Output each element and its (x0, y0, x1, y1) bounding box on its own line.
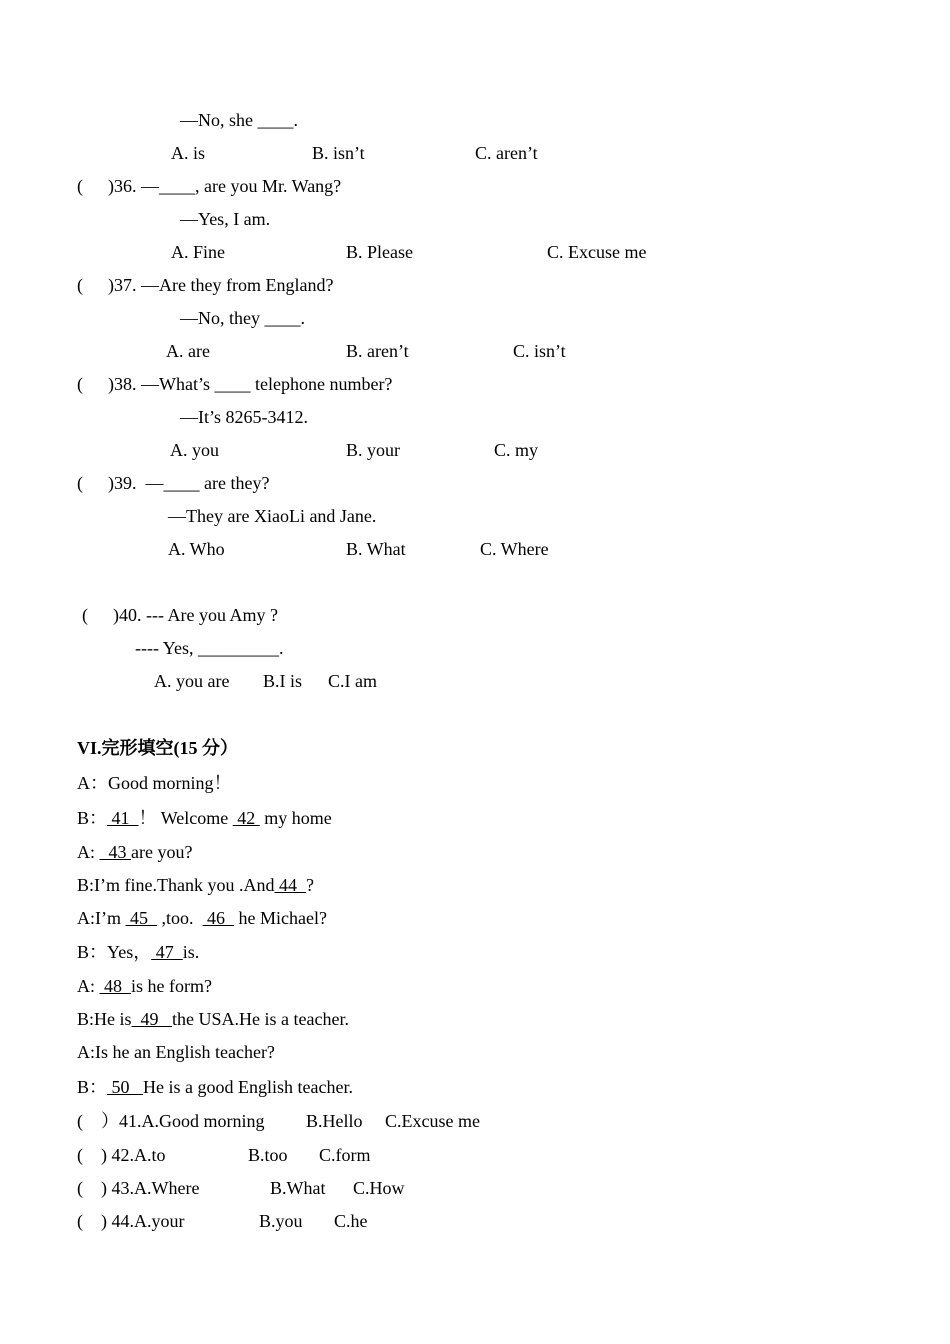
q41-stem: ( ）41.A.Good morning (77, 1111, 265, 1131)
q37-paren: ( (77, 275, 83, 295)
q40-option-c: C.I am (328, 671, 377, 691)
q38-paren: ( (77, 374, 83, 394)
q38-option-b: B. your (346, 440, 400, 460)
q44-stem: ( ) 44.A.your (77, 1211, 185, 1231)
q40-stem: )40. --- Are you Amy ? (113, 605, 278, 625)
blank-43: 43 (99, 842, 131, 862)
q41-option-b: B.Hello (306, 1111, 363, 1131)
q35-option-b: B. isn’t (312, 143, 365, 163)
dialogue-text: A:I’m (77, 908, 126, 928)
q37-option-a: A. are (166, 341, 210, 361)
dialogue-line-8 (77, 1008, 349, 1030)
q39-stem: )39. —____ are they? (108, 473, 270, 493)
speaker-label: B： (77, 808, 108, 828)
dialogue-text: B:He is (77, 1009, 132, 1029)
q35-option-a: A. is (171, 143, 206, 163)
speaker-label: B： (77, 1077, 108, 1097)
dialogue-text: is he form? (131, 976, 212, 996)
q38-option-a: A. you (170, 440, 219, 460)
q37-option-c: C. isn’t (513, 341, 566, 361)
dialogue-text: are you? (131, 842, 193, 862)
q36-paren: ( (77, 176, 83, 196)
q38-option-c: C. my (494, 440, 539, 460)
q43-option-c: C.How (353, 1178, 405, 1198)
q39-option-b: B. What (346, 539, 406, 559)
dialogue-line-9: A:Is he an English teacher? (77, 1042, 275, 1062)
blank-47: 47 (151, 942, 183, 962)
q37-answer-line: —No, they ____. (180, 308, 305, 328)
q43-stem: ( ) 43.A.Where (77, 1178, 200, 1198)
q44-option-c: C.he (334, 1211, 368, 1231)
q36-answer-line: —Yes, I am. (180, 209, 271, 229)
blank-48: 48 (99, 976, 131, 996)
q37-option-b: B. aren’t (346, 341, 409, 361)
dialogue-text: ? (305, 875, 314, 895)
q40-answer-line: ---- Yes, _________. (135, 638, 284, 658)
q40-option-b: B.I is (263, 671, 303, 691)
blank-44: 44 (274, 875, 306, 895)
q39-option-c: C. Where (480, 539, 549, 559)
dialogue-text: my home (259, 808, 332, 828)
dialogue-line-1: A：Good morning！ (77, 773, 232, 793)
dialogue-text: He is a good English teacher. (143, 1077, 353, 1097)
q38-answer-line: —It’s 8265-3412. (180, 407, 308, 427)
dialogue-line-4 (77, 874, 314, 896)
q36-option-c: C. Excuse me (547, 242, 647, 262)
q40-option-a: A. you are (154, 671, 230, 691)
q39-answer-line: —They are XiaoLi and Jane. (168, 506, 377, 526)
dialogue-line-5 (77, 907, 327, 929)
blank-50: 50 (107, 1077, 144, 1097)
dialogue-text: the USA.He is a teacher. (172, 1009, 349, 1029)
q35-answer-line: —No, she ____. (180, 110, 298, 130)
blank-41: 41 (107, 808, 139, 828)
dialogue-line-10 (77, 1076, 353, 1098)
q37-stem: )37. —Are they from England? (108, 275, 334, 295)
speaker-label: A: (77, 976, 100, 996)
q36-option-b: B. Please (346, 242, 413, 262)
q36-stem: )36. —____, are you Mr. Wang? (108, 176, 342, 196)
dialogue-text: ,too. (157, 908, 203, 928)
dialogue-line-7 (77, 975, 212, 997)
q44-option-b: B.you (259, 1211, 303, 1231)
blank-49: 49 (131, 1009, 173, 1029)
q42-option-b: B.too (248, 1145, 288, 1165)
q35-option-c: C. aren’t (475, 143, 538, 163)
dialogue-text: is. (182, 942, 200, 962)
dialogue-line-6 (77, 941, 199, 963)
blank-42: 42 (232, 808, 260, 828)
q36-option-a: A. Fine (171, 242, 225, 262)
q42-stem: ( ) 42.A.to (77, 1145, 166, 1165)
section-6-title: VI.完形填空(15 分） (77, 738, 238, 758)
q43-option-b: B.What (270, 1178, 326, 1198)
q39-option-a: A. Who (168, 539, 225, 559)
q41-option-c: C.Excuse me (385, 1111, 480, 1131)
blank-46: 46 (202, 908, 235, 928)
dialogue-text: B：Yes， (77, 942, 152, 962)
dialogue-text: he Michael? (234, 908, 327, 928)
dialogue-line-2 (77, 807, 332, 829)
speaker-label: A: (77, 842, 100, 862)
q42-option-c: C.form (319, 1145, 371, 1165)
q39-paren: ( (77, 473, 83, 493)
q40-paren: ( (82, 605, 88, 625)
dialogue-text: ！ Welcome (138, 808, 233, 828)
q38-stem: )38. —What’s ____ telephone number? (108, 374, 393, 394)
dialogue-line-3 (77, 841, 192, 863)
dialogue-text: B:I’m fine.Thank you .And (77, 875, 275, 895)
blank-45: 45 (125, 908, 157, 928)
